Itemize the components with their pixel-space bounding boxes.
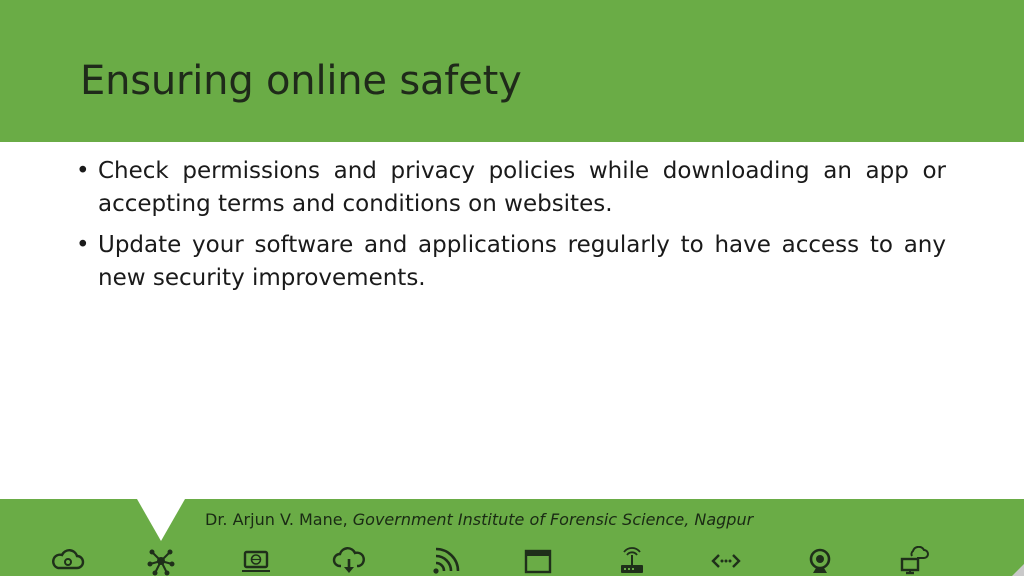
cloud-computer-icon xyxy=(897,546,931,576)
cloud-icon xyxy=(51,546,85,576)
network-hub-icon xyxy=(144,546,178,576)
bullet-list xyxy=(76,155,946,303)
footer-notch xyxy=(137,499,185,541)
bullet-marker: • xyxy=(76,158,90,184)
bullet-marker: • xyxy=(76,232,90,258)
code-arrows-icon xyxy=(709,546,743,576)
bullet-item xyxy=(76,229,946,295)
webcam-icon xyxy=(803,546,837,576)
laptop-globe-icon xyxy=(239,546,273,576)
browser-window-icon xyxy=(521,546,555,576)
corner-fold xyxy=(1012,564,1024,576)
bullet-text: Check permissions and privacy policies while downloading an app or accepting terms and conditions on websites. xyxy=(98,158,946,217)
bullet-item xyxy=(76,155,946,221)
slide-title: Ensuring online safety xyxy=(80,58,522,104)
author-name: Dr. Arjun V. Mane, xyxy=(205,510,348,529)
footer-credit xyxy=(205,510,753,529)
footer-icon-row xyxy=(0,544,1024,576)
wifi-signal-icon xyxy=(427,546,461,576)
cloud-download-icon xyxy=(332,546,366,576)
router-icon xyxy=(615,546,649,576)
institution-name: Government Institute of Forensic Science, Nagpur xyxy=(352,510,754,529)
bullet-text: Update your software and applications regularly to have access to any new security improvements. xyxy=(98,232,946,291)
